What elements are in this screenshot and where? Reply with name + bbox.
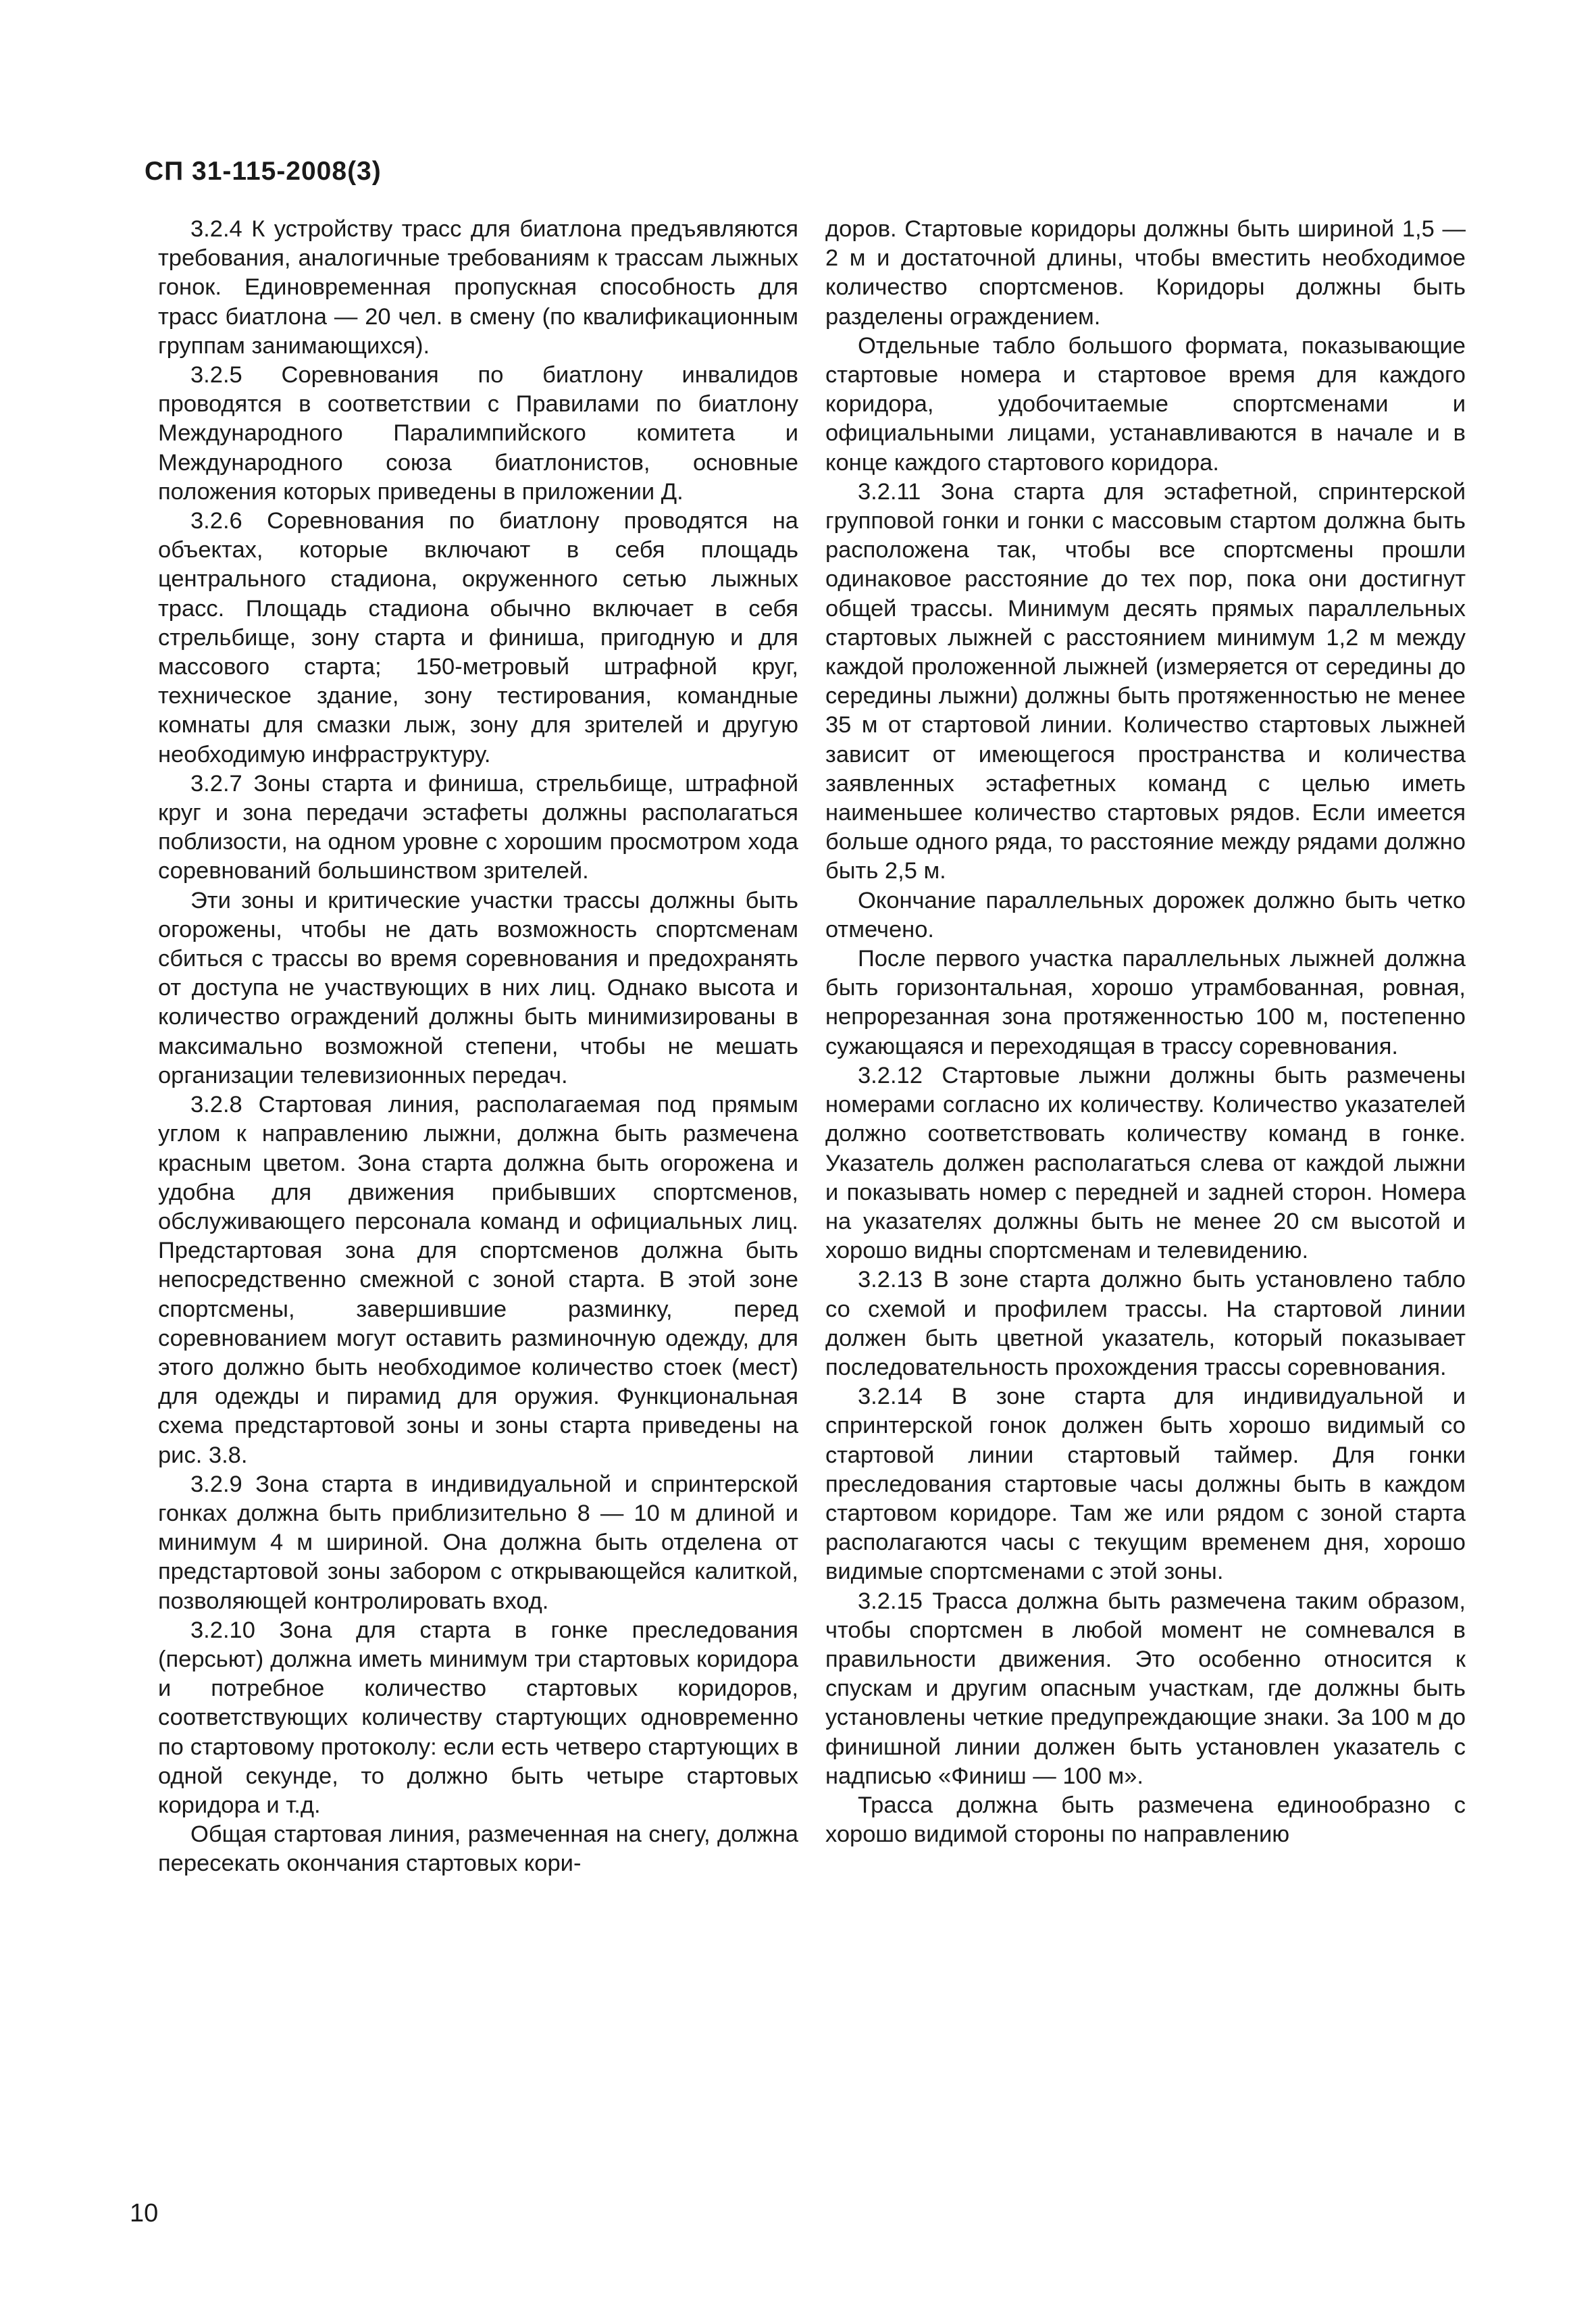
paragraph-track-end: Окончание параллельных дорожек должно быть четко отмечено. xyxy=(825,887,1466,942)
paragraph-3-2-9: 3.2.9 Зона старта в индивидуальной и спринтерской гонках должна быть приблизительно 8 — 10 м длиной и минимум 4 м шириной. Она должна быть отделена от предстартовой зоны забором с открывающейся калиткой, позволяющей контролировать вход. xyxy=(158,1471,798,1614)
paragraph-zones-fencing: Эти зоны и критические участки трассы должны быть огорожены, чтобы не дать возможность спортсменам сбиться с трассы во время соревнования и предохранять от доступа не участвующих в них лиц. Однако высота и количество ограждений должны быть минимизированы в максимально возможной степени, чтобы не мешать организации телевизионных передач. xyxy=(158,887,798,1088)
paragraph-3-2-15: 3.2.15 Трасса должна быть размечена таким образом, чтобы спортсмен в любой момент не сомневался в правильности движения. Это особенно относится к спускам и другим опасным участкам, где должны быть установлены четкие предупреждающие знаки. За 100 м до финишной линии должен быть установлен указатель с надписью «Финиш — 100 м». xyxy=(825,1588,1466,1789)
paragraph-3-2-10: 3.2.10 Зона для старта в гонке преследования (персьют) должна иметь минимум три стартовых коридора и потребное количество стартовых коридоров, соответствующих количеству стартующих одновременно по стартовому протоколу: если есть четверо стартующих в одной секунде, то должно быть четыре стартовых коридора и т.д. xyxy=(158,1617,798,1818)
left-text-column xyxy=(158,215,798,1879)
paragraph-3-2-11: 3.2.11 Зона старта для эстафетной, спринтерской групповой гонки и гонки с массовым стартом должна быть расположена так, чтобы все спортсмены прошли одинаковое расстояние до тех пор, пока они достигнут общей трассы. Минимум десять прямых параллельных стартовых лыжней с расстоянием минимум 1,2 м между каждой проложенной лыжней (измеряется от середины до середины лыжни) должны быть протяженностью не менее 35 м от стартовой линии. Количество стартовых лыжней зависит от имеющегося пространства и количества заявленных эстафетных команд с целью иметь наименьшее количество стартовых рядов. Если имеется больше одного ряда, то расстояние между рядами должно быть 2,5 м. xyxy=(825,478,1466,884)
paragraph-3-2-12: 3.2.12 Стартовые лыжни должны быть размечены номерами согласно их количеству. Количество указателей должно соответствовать количеству команд в гонке. Указатель должен располагаться слева от каждой лыжни и показывать номер с передней и задней сторон. Номера на указателях должны быть не менее 20 см высотой и хорошо видны спортсменам и телевидению. xyxy=(825,1062,1466,1264)
paragraph-3-2-8: 3.2.8 Стартовая линия, располагаемая под прямым углом к направлению лыжни, должна быть размечена красным цветом. Зона старта должна быть огорожена и удобна для движения прибывших спортсменов, обслуживающего персонала команд и официальных лиц. Предстартовая зона для спортсменов должна быть непосредственно смежной с зоной старта. В этой зоне спортсмены, завершившие разминку, перед соревнованием могут оставить разминочную одежду, для этого должно быть необходимое количество стоек (мест) для одежды и пирамид для оружия. Функциональная схема предстартовой зоны и зоны старта приведены на рис. 3.8. xyxy=(158,1092,798,1468)
paragraph-continuation: доров. Стартовые коридоры должны быть шириной 1,5 — 2 м и достаточной длины, чтобы вместить необходимое количество спортсменов. Коридоры должны быть разделены ограждением. xyxy=(825,216,1466,330)
paragraph-common-start-line: Общая стартовая линия, размеченная на снегу, должна пересекать окончания стартовых кори- xyxy=(158,1821,798,1877)
paragraph-3-2-5: 3.2.5 Соревнования по биатлону инвалидов проводятся в соответствии с Правилами по биатлону Международного Паралимпийского комитета и Международного союза биатлонистов, основные положения которых приведены в приложении Д. xyxy=(158,362,798,505)
paragraph-3-2-6: 3.2.6 Соревнования по биатлону проводятся на объектах, которые включают в себя площадь центрального стадиона, окруженного сетью лыжных трасс. Площадь стадиона обычно включает в себя стрельбище, зону старта и финиша, пригодную и для массового старта; 150-метровый штрафной круг, техническое здание, зону тестирования, командные комнаты для смазки лыж, зону для зрителей и другую необходимую инфраструктуру. xyxy=(158,508,798,768)
paragraph-3-2-7: 3.2.7 Зоны старта и финиша, стрельбище, штрафной круг и зона передачи эстафеты должны располагаться поблизости, на одном уровне с хорошим просмотром хода соревнований большинством зрителей. xyxy=(158,770,798,884)
paragraph-track-marking: Трасса должна быть размечена единообразно с хорошо видимой стороны по направлению xyxy=(825,1792,1466,1848)
paragraph-scoreboards: Отдельные табло большого формата, показывающие стартовые номера и стартовое время для каждого коридора, удобочитаемые спортсменами и официальными лицами, устанавливаются в начале и в конце каждого стартового коридора. xyxy=(825,332,1466,476)
paragraph-after-first-section: После первого участка параллельных лыжней должна быть горизонтальная, хорошо утрамбованная, ровная, непрорезанная зона протяженностью 100 м, постепенно сужающаяся и переходящая в трассу соревнования. xyxy=(825,946,1466,1059)
document-code-header: СП 31-115-2008(3) xyxy=(145,157,382,186)
right-text-column xyxy=(825,215,1466,1849)
paragraph-3-2-14: 3.2.14 В зоне старта для индивидуальной и спринтерской гонок должен быть хорошо видимый со стартовой линии стартовый таймер. Для гонки преследования стартовые часы должны быть в каждом стартовом коридоре. Там же или рядом с зоной старта располагаются часы с текущим временем дня, хорошо видимые спортсменами с этой зоны. xyxy=(825,1384,1466,1585)
paragraph-3-2-4: 3.2.4 К устройству трасс для биатлона предъявляются требования, аналогичные требованиям к трассам лыжных гонок. Единовременная пропускная способность для трасс биатлона — 20 чел. в смену (по квалификационным группам занимающихся). xyxy=(158,216,798,359)
paragraph-3-2-13: 3.2.13 В зоне старта должно быть установлено табло со схемой и профилем трассы. На стартовой линии должен быть цветной указатель, который показывает последовательность прохождения трассы соревнования. xyxy=(825,1267,1466,1380)
page-number: 10 xyxy=(130,2199,159,2228)
